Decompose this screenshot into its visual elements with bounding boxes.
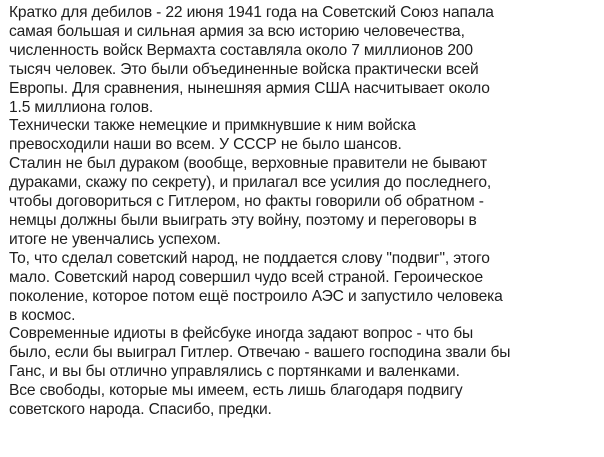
text-line: превосходили наши во всем. У СССР не было шансов. [9, 136, 402, 154]
text-line: Ганс, и вы бы отлично управлялись с портянками и валенками. [9, 363, 460, 381]
text-line: Европы. Для сравнения, нынешняя армия США насчитывает около [9, 79, 490, 97]
text-line: Все свободы, которые мы имеем, есть лишь благодаря подвигу [9, 382, 463, 400]
text-line: итоге не увенчались успехом. [9, 230, 221, 248]
text-line: 1.5 миллиона голов. [9, 98, 154, 116]
text-line: было, если бы выиграл Гитлер. Отвечаю - вашего господина звали бы [9, 344, 511, 362]
text-line: тысяч человек. Это были объединенные войска практически всей [9, 60, 479, 78]
text-line: в космос. [9, 306, 76, 324]
text-line: советского народа. Спасибо, предки. [9, 401, 272, 419]
text-line: Современные идиоты в фейсбуке иногда задают вопрос - что бы [9, 325, 474, 343]
text-line: То, что сделал советский народ, не поддается слову "подвиг", этого [9, 249, 490, 267]
text-line: дураками, скажу по секрету), и прилагал все усилия до последнего, [9, 174, 492, 192]
text-line: чтобы договориться с Гитлером, но факты говорили об обратном - [9, 193, 484, 211]
text-line: немцы должны были выиграть эту войну, поэтому и переговоры в [9, 211, 477, 229]
text-line: Кратко для дебилов - 22 июня 1941 года на Советский Союз напала [9, 4, 494, 21]
text-line: Сталин не был дураком (вообще, верховные правители не бывают [9, 155, 487, 173]
text-line: Технически также немецкие и примкнувшие к ним войска [9, 117, 416, 135]
text-line: мало. Советский народ совершил чудо всей страной. Героическое [9, 268, 483, 286]
text-document [9, 4, 599, 420]
text-line: численность войск Вермахта составляла около 7 миллионов 200 [9, 41, 473, 59]
text-line: самая большая и сильная армия за всю историю человечества, [9, 22, 465, 40]
text-line: поколение, которое потом ещё построило АЭС и запустило человека [9, 287, 503, 305]
